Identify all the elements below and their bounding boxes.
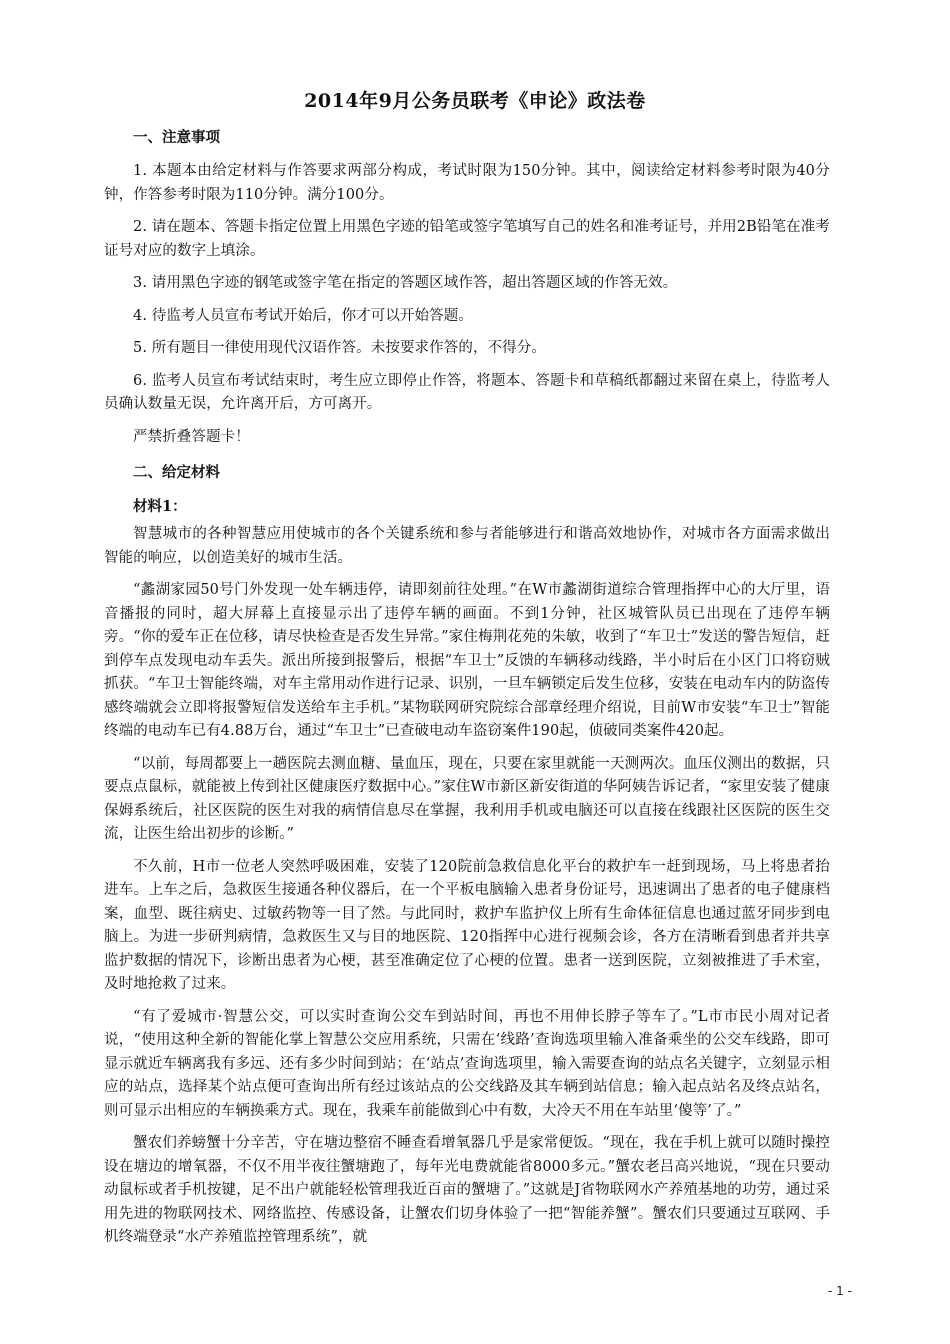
- material-paragraph: “有了爱城市·智慧公交，可以实时查询公交车到站时间，再也不用伸长脖子等车了。”L市市民小周对记者说，“使用这种全新的智能化掌上智慧公交应用系统，只需在‘线路’查询选项里输入准备乘坐的公交车线路，即可显示就近车辆离我有多远、还有多少时间到站；在‘站点’查询选项里，输入需要查询的站点名关键字，立刻显示相应的站点，选择某个站点便可查询出所有经过该站点的公交线路及其车辆到站信息；输入起点站名及终点站名，则可显示出相应的车辆换乘方式。现在，我乘车前能做到心中有数，大冷天不用在车站里‘傻等’了。”: [104, 1008, 830, 1119]
- notice-item: 4. 待监考人员宣布考试开始后，你才可以开始答题。: [133, 307, 473, 324]
- section-heading-materials: 二、给定材料: [133, 464, 220, 481]
- material-paragraph: 蟹农们养螃蟹十分辛苦，守在塘边整宿不睡查看增氧器几乎是家常便饭。“现在，我在手机上就可以随时操控设在塘边的增氧器，不仅不用半夜往蟹塘跑了，每年光电费就能省8000多元。”蟹农老吕高兴地说，“现在只要动动鼠标或者手机按键，足不出户就能轻松管理我近百亩的蟹塘了。”这就是J省物联网水产养殖基地的功劳，通过采用先进的物联网技术、网络监控、传感设备，让蟹农们切身体验了一把“智能养蟹”。蟹农们只要通过互联网、手机终端登录“水产养殖监控管理系统”，就: [104, 1135, 830, 1245]
- material-paragraph: 智慧城市的各种智慧应用使城市的各个关键系统和参与者能够进行和谐高效地协作，对城市各方面需求做出智能的响应，以创造美好的城市生活。: [104, 526, 830, 566]
- notice-item: 6. 监考人员宣布考试结束时，考生应立即停止作答，将题本、答题卡和草稿纸都翻过来留在桌上，待监考人员确认数量无误，允许离开后，方可离开。: [104, 372, 830, 412]
- material-label: 材料1：: [133, 498, 187, 515]
- material-paragraph: 不久前，H市一位老人突然呼吸困难，安装了120院前急救信息化平台的救护车一赶到现场，马上将患者抬进车。上车之后，急救医生接通各种仪器后，在一个平板电脑输入患者身份证号，迅速调出了患者的电子健康档案，血型、既往病史、过敏药物等一目了然。与此同时，救护车监护仪上所有生命体征信息也通过蓝牙同步到电脑上。为进一步研判病情，急救医生又与目的地医院、120指挥中心进行视频会诊，各方在清晰看到患者并共享监护数据的情况下，诊断出患者为心梗，甚至准确定位了心梗的位置。患者一送到医院，立刻被推进了手术室，及时地抢救了过来。: [104, 858, 830, 992]
- notice-item: 1. 本题本由给定材料与作答要求两部分构成，考试时限为150分钟。其中，阅读给定材料参考时限为40分钟，作答参考时限为110分钟。满分100分。: [104, 163, 830, 203]
- page-title: 2014年9月公务员联考《申论》政法卷: [304, 90, 646, 112]
- document-body: [104, 126, 830, 1259]
- notice-item: 5. 所有题目一律使用现代汉语作答。未按要求作答的，不得分。: [133, 340, 546, 356]
- notice-item: 3. 请用黑色字迹的钢笔或签字笔在指定的答题区域作答，超出答题区域的作答无效。: [133, 275, 678, 291]
- notice-item: 2. 请在题本、答题卡指定位置上用黑色字迹的铅笔或签字笔填写自己的姓名和准考证号，并用2B铅笔在准考证号对应的数字上填涂。: [104, 219, 830, 259]
- material-paragraph: “蠡湖家园50号门外发现一处车辆违停，请即刻前往处理。”在W市蠡湖街道综合管理指挥中心的大厅里，语音播报的同时，超大屏幕上直接显示出了违停车辆的画面。不到1分钟，社区城管队员已出现在了违停车辆旁。“你的爱车正在位移，请尽快检查是否发生异常。”家住梅荆花苑的朱敏，收到了“车卫士”发送的警告短信，赶到停车点发现电动车丢失。派出所接到报警后，根据“车卫士”反馈的车辆移动线路，半小时后在小区门口将窃贼抓获。“车卫士智能终端，对车主常用动作进行记录、识别，一旦车辆锁定后发生位移，安装在电动车内的防盗传感终端就会立即将报警短信发送给车主手机。”某物联网研究院综合部章经理介绍说，目前W市安装“车卫士”智能终端的电动车已有4.88万台，通过“车卫士”已查破电动车盗窃案件190起，侦破同类案件420起。: [104, 582, 830, 739]
- page-number: - 1 -: [828, 1284, 852, 1298]
- material-paragraph: “以前，每周都要上一趟医院去测血糖、量血压，现在，只要在家里就能一天测两次。血压仪测出的数据，只要点点鼠标，就能被上传到社区健康医疗数据中心。”家住W市新区新安街道的华阿姨告诉记者，“家里安装了健康保姆系统后，社区医院的医生对我的病情信息尽在掌握，我利用手机或电脑还可以直接在线跟社区医院的医生交流，让医生给出初步的诊断。”: [104, 755, 830, 842]
- warning-text: 严禁折叠答题卡！: [133, 428, 250, 445]
- notice-list: [104, 160, 830, 449]
- section-heading-notices: 一、注意事项: [133, 129, 220, 146]
